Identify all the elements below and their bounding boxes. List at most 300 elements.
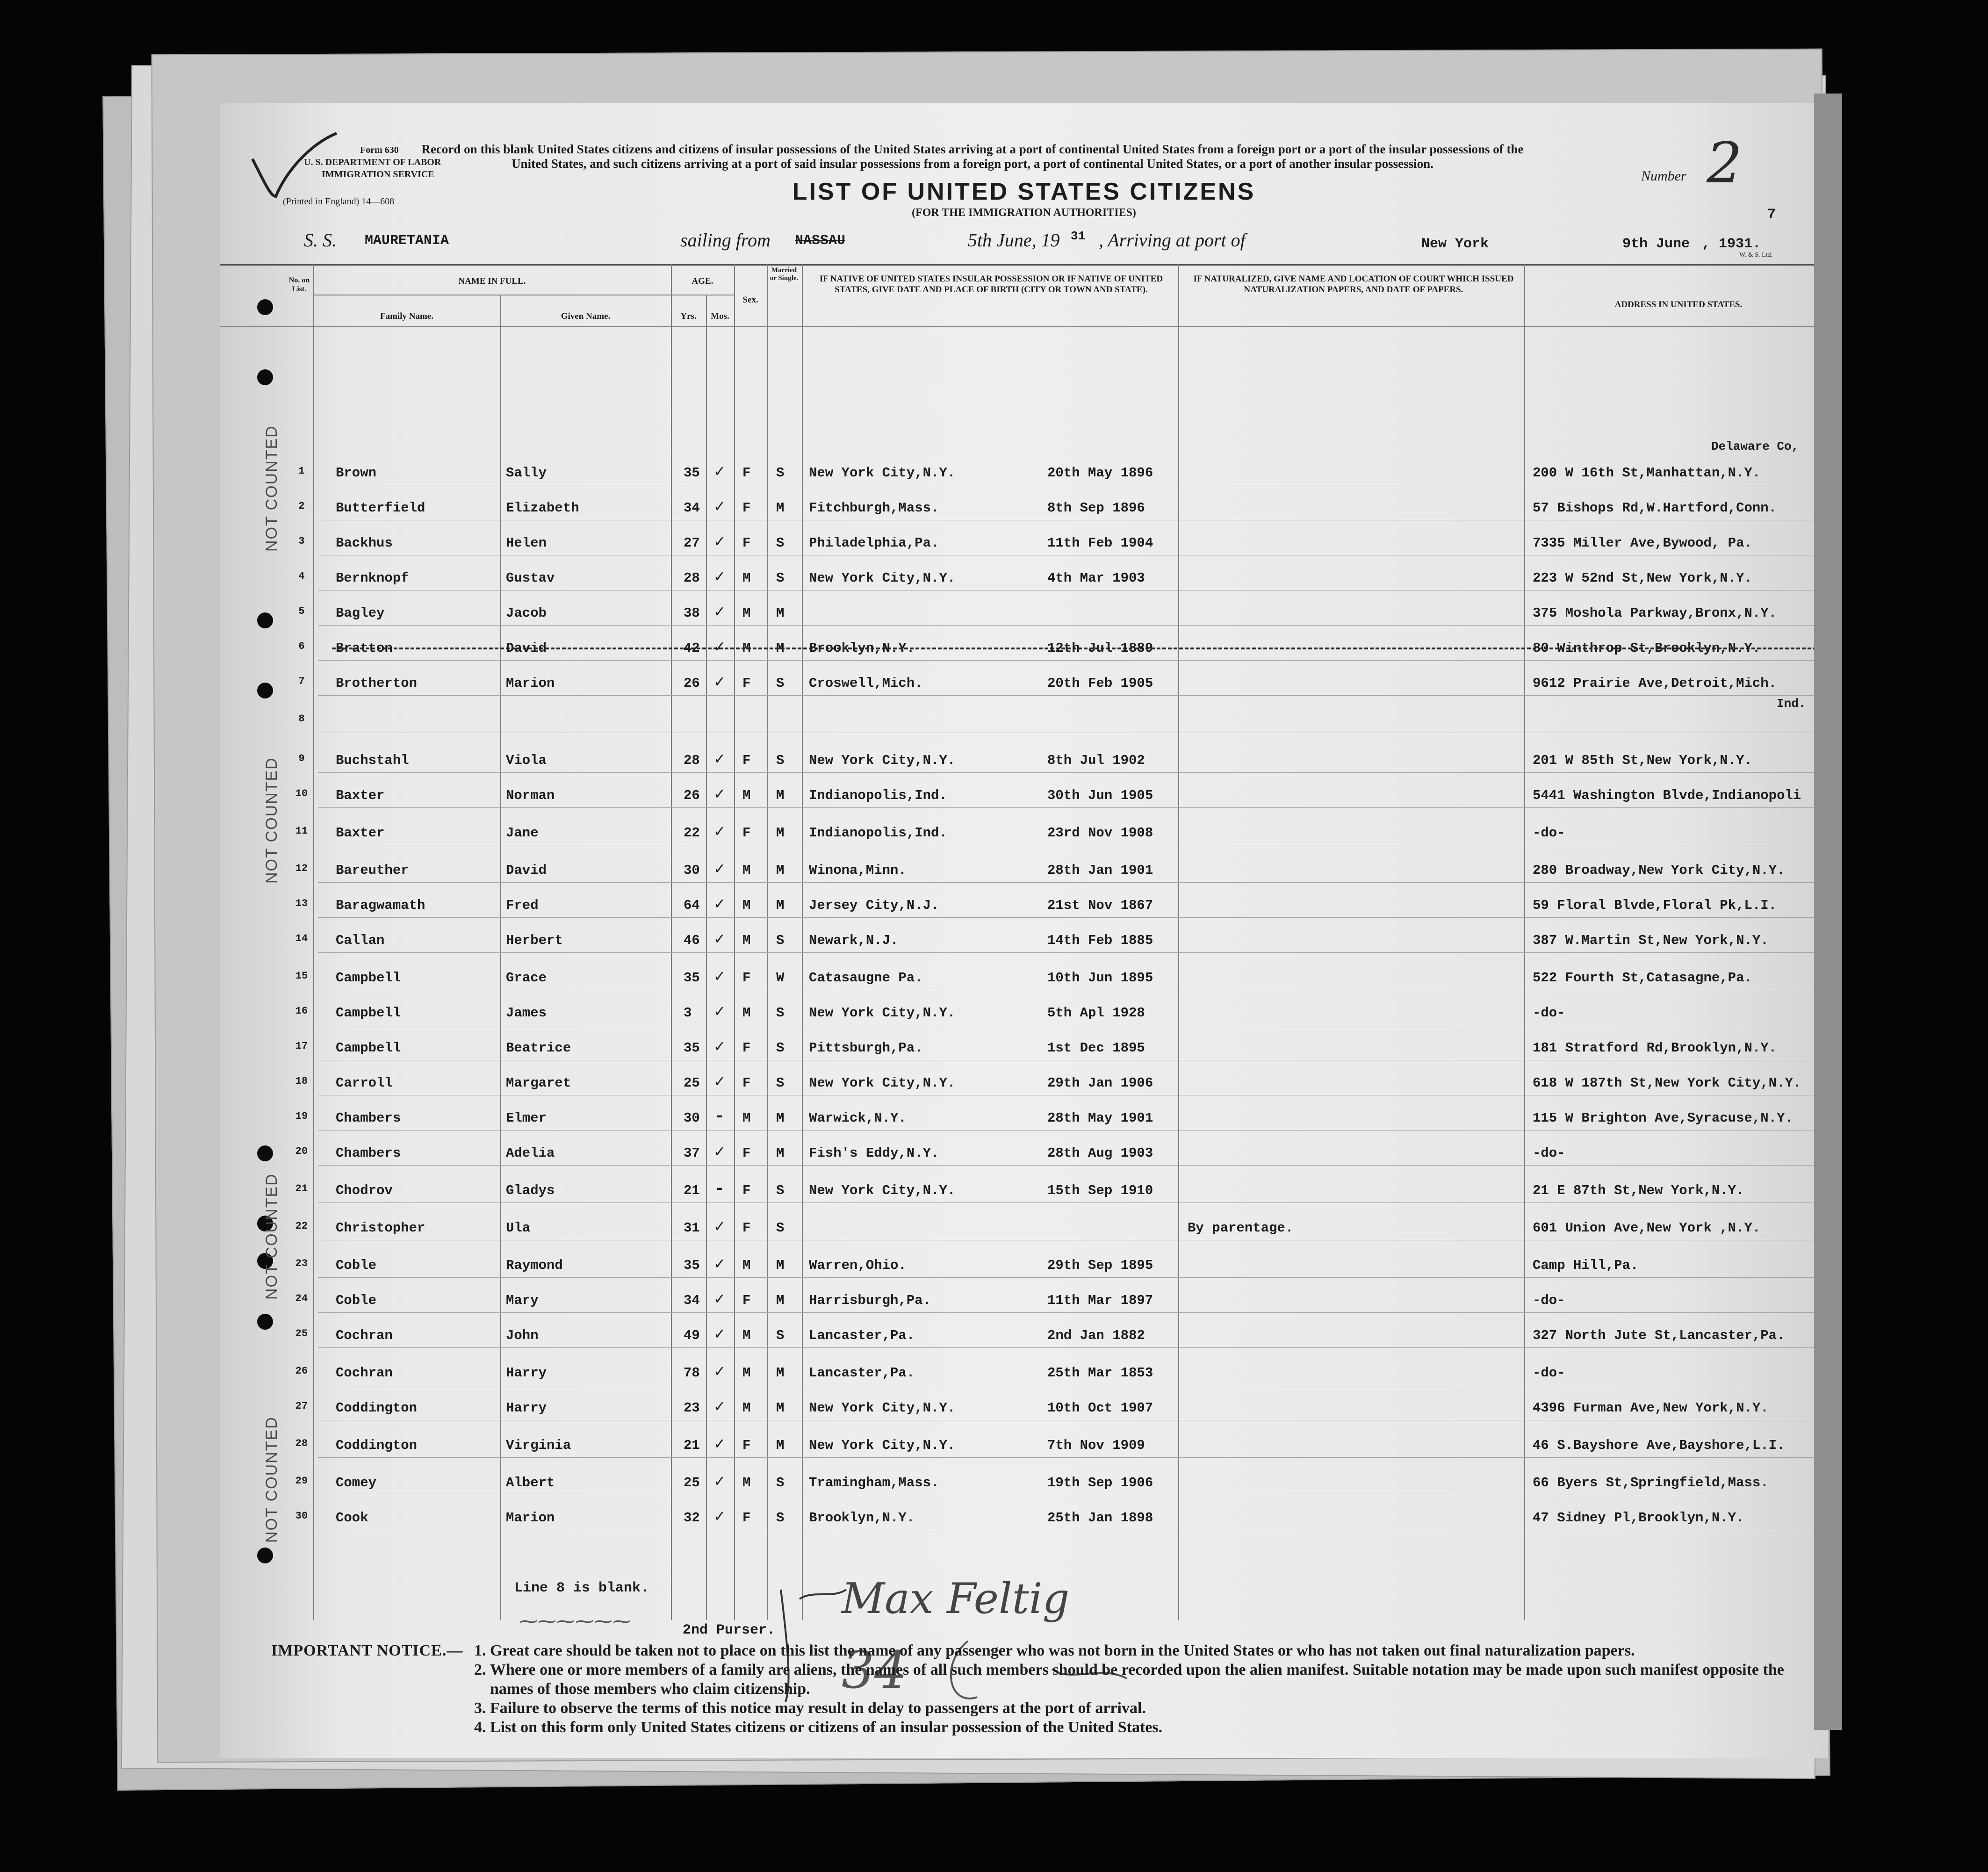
sailing-year: 31 (1071, 229, 1086, 243)
birth-place: Catasaugne Pa. (809, 970, 923, 986)
sex: M (742, 863, 751, 878)
family-name: Cochran (336, 1365, 393, 1381)
family-name: Brown (336, 465, 377, 481)
manifest-sheet (220, 103, 1828, 1758)
header-rule (220, 326, 1828, 327)
family-name: Backhus (336, 535, 393, 551)
age-years: 64 (684, 898, 700, 913)
us-address: -do- (1533, 1005, 1565, 1021)
punch-hole (257, 1548, 273, 1563)
family-name: Cook (336, 1510, 368, 1526)
birth-date: 28th Jan 1901 (1047, 863, 1153, 878)
marital-status: M (776, 863, 785, 878)
age-years: 42 (684, 641, 700, 656)
given-name: Marion (506, 1510, 555, 1526)
marital-status: M (776, 1438, 785, 1453)
marital-status: M (776, 1145, 785, 1161)
notice-item: 4. List on this form only United States citizens or citizens of an insular possession of the United States. (490, 1718, 1808, 1737)
birth-date: 10th Jun 1895 (1047, 970, 1153, 986)
table-row (220, 456, 1828, 489)
arrival-port: New York (1421, 236, 1489, 252)
given-name: Gustav (506, 570, 555, 586)
not-counted-stamp: NOT COUNTED (263, 425, 281, 552)
birth-date: 19th Sep 1906 (1047, 1475, 1153, 1490)
sailing-from-label: sailing from (680, 230, 771, 251)
family-name: Carroll (336, 1075, 393, 1091)
given-name: Mary (506, 1293, 539, 1308)
row-rule (318, 952, 1823, 953)
us-address: 46 S.Bayshore Ave,Bayshore,L.I. (1533, 1438, 1785, 1453)
marital-status: S (776, 1220, 785, 1236)
page-subtitle: (FOR THE IMMIGRATION AUTHORITIES) (912, 207, 1136, 219)
us-address: 327 North Jute St,Lancaster,Pa. (1533, 1328, 1785, 1343)
sex: F (742, 1040, 751, 1056)
given-name: Adelia (506, 1145, 555, 1161)
marital-status: S (776, 1510, 785, 1526)
age-years: 26 (684, 676, 700, 691)
row-rule (318, 1202, 1823, 1203)
header-no: No. on List. (288, 276, 310, 293)
age-years: 49 (684, 1328, 700, 1343)
marital-status: M (776, 1110, 785, 1126)
given-name: Jacob (506, 605, 547, 621)
age-years: 28 (684, 570, 700, 586)
punch-hole (257, 299, 273, 315)
given-name: Sally (506, 465, 547, 481)
birth-date: 11th Feb 1904 (1047, 535, 1153, 551)
sex: M (742, 605, 751, 621)
sex: F (742, 465, 751, 481)
purser-signature: ⁓⁓⁓⁓⁓⁓ (519, 1611, 631, 1632)
table-top-rule (220, 264, 1828, 266)
us-address: 375 Moshola Parkway,Bronx,N.Y. (1533, 605, 1777, 621)
birth-place: Lancaster,Pa. (809, 1365, 915, 1381)
row-number: 9 (298, 753, 305, 764)
birth-place: Fitchburgh,Mass. (809, 500, 939, 516)
row-number: 29 (295, 1475, 308, 1487)
underlying-page-edge (1814, 94, 1842, 1730)
given-name: John (506, 1328, 539, 1343)
age-months-mark: ✓ (714, 1073, 725, 1092)
birth-date: 10th Oct 1907 (1047, 1400, 1153, 1416)
header-years: Yrs. (680, 311, 697, 321)
table-row (220, 1136, 1828, 1169)
given-name: James (506, 1005, 547, 1021)
line-8-dashed-rule (332, 648, 1828, 649)
age-months-mark: ✓ (714, 1217, 725, 1237)
birth-place: Brooklyn,N.Y. (809, 1510, 915, 1526)
age-years: 30 (684, 1110, 700, 1126)
row-number: 30 (295, 1510, 308, 1522)
age-years: 25 (684, 1075, 700, 1091)
notice-item: 2. Where one or more members of a family are aliens, the names of all such members should be recorded upon the alien manifest. Suitable notation may be made upon such manifest opposite the names of those members who claim citizenship. (490, 1660, 1808, 1699)
not-counted-stamp: NOT COUNTED (263, 757, 281, 884)
table-row (220, 526, 1828, 559)
family-name: Coble (336, 1258, 377, 1273)
marital-status: W (776, 970, 785, 986)
birth-place: Philadelphia,Pa. (809, 535, 939, 551)
row-number: 23 (295, 1258, 308, 1269)
us-address: 387 W.Martin St,New York,N.Y. (1533, 933, 1769, 948)
birth-place: Indianopolis,Ind. (809, 788, 947, 803)
sex: M (742, 788, 751, 803)
sex: F (742, 1438, 751, 1453)
family-name: Coble (336, 1293, 377, 1308)
age-months-mark: ✓ (714, 930, 725, 949)
row-number: 2 (298, 500, 305, 512)
birth-date: 29th Jan 1906 (1047, 1075, 1153, 1091)
birth-date: 14th Feb 1885 (1047, 933, 1153, 948)
birth-place: Harrisburgh,Pa. (809, 1293, 931, 1308)
sex: M (742, 1328, 751, 1343)
row-number: 13 (295, 898, 308, 909)
birth-place: New York City,N.Y. (809, 753, 956, 768)
form-number: Form 630 (360, 145, 399, 155)
table-row (220, 1101, 1828, 1134)
given-name: Herbert (506, 933, 563, 948)
sex: F (742, 535, 751, 551)
table-row (220, 666, 1828, 699)
sex: M (742, 898, 751, 913)
ss-label: S. S. (304, 230, 337, 251)
row-number: 5 (298, 605, 305, 617)
age-years: 34 (684, 500, 700, 516)
row-rule (318, 917, 1823, 918)
family-name: Callan (336, 933, 385, 948)
family-name: Chodrov (336, 1183, 393, 1198)
family-name: Chambers (336, 1145, 401, 1161)
us-address: 59 Floral Blvde,Floral Pk,L.I. (1533, 898, 1777, 913)
given-name: Gladys (506, 1183, 555, 1198)
age-months-mark: ✓ (714, 568, 725, 587)
birth-date: 8th Sep 1896 (1047, 500, 1145, 516)
corner-mark: 7 (1767, 207, 1776, 223)
row-rule (318, 1277, 1823, 1278)
given-name: Virginia (506, 1438, 571, 1453)
sex: F (742, 970, 751, 986)
given-name: Ula (506, 1220, 531, 1236)
birth-date: 12th Jul 1889 (1047, 641, 1153, 656)
age-months-mark: ✓ (714, 1255, 725, 1274)
birth-place: New York City,N.Y. (809, 1400, 956, 1416)
birth-place: New York City,N.Y. (809, 1438, 956, 1453)
birth-place: Winona,Minn. (809, 863, 907, 878)
row-rule (318, 1312, 1823, 1313)
family-name: Comey (336, 1475, 377, 1490)
given-name: Raymond (506, 1258, 563, 1273)
birth-date: 1st Dec 1895 (1047, 1040, 1145, 1056)
table-row (220, 853, 1828, 886)
row-number: 1 (298, 465, 305, 477)
given-name: Norman (506, 788, 555, 803)
table-row (220, 961, 1828, 994)
family-name: Coddington (336, 1400, 418, 1416)
table-row (220, 1174, 1828, 1206)
given-name: Margaret (506, 1075, 571, 1091)
marital-status: S (776, 933, 785, 948)
given-name: David (506, 863, 547, 878)
marital-status: M (776, 825, 785, 841)
birth-date: 5th Apl 1928 (1047, 1005, 1145, 1021)
birth-place: Warren,Ohio. (809, 1258, 907, 1273)
address-3-county: Delaware Co, (1711, 439, 1799, 454)
marital-status: M (776, 1365, 785, 1381)
row-number: 20 (295, 1145, 308, 1157)
marital-status: S (776, 570, 785, 586)
age-months-mark: ✓ (714, 1290, 725, 1309)
sex: F (742, 1183, 751, 1198)
marital-status: S (776, 1328, 785, 1343)
age-years: 35 (684, 1258, 700, 1273)
family-name: Bareuther (336, 863, 409, 878)
table-row (220, 1318, 1828, 1351)
marital-status: M (776, 1258, 785, 1273)
family-name: Chambers (336, 1110, 401, 1126)
birth-place: Warwick,N.Y. (809, 1110, 907, 1126)
sex: M (742, 1475, 751, 1490)
age-years: 35 (684, 465, 700, 481)
number-label: Number (1641, 168, 1686, 184)
age-years: 38 (684, 605, 700, 621)
birth-place: Croswell,Mich. (809, 676, 923, 691)
header-married-single: Married or Single. (770, 266, 799, 282)
table-row (220, 816, 1828, 849)
row-rule (318, 625, 1823, 626)
marital-status: S (776, 1183, 785, 1198)
family-name: Bernknopf (336, 570, 409, 586)
row-rule (318, 695, 1823, 696)
not-counted-stamp: NOT COUNTED (263, 1173, 281, 1300)
us-address: -do- (1533, 1145, 1565, 1161)
age-years: 22 (684, 825, 700, 841)
age-months-mark: ✓ (714, 673, 725, 692)
sailing-date: 5th June, 19 (968, 230, 1060, 251)
table-row (220, 1501, 1828, 1534)
birth-place: Fish's Eddy,N.Y. (809, 1145, 939, 1161)
family-name: Baragwamath (336, 898, 425, 913)
age-months-mark: ✓ (714, 497, 725, 517)
row-number: 27 (295, 1400, 308, 1412)
table-row (220, 923, 1828, 956)
us-address: 7335 Miller Ave,Bywood, Pa. (1533, 535, 1752, 551)
family-name: Cochran (336, 1328, 393, 1343)
punch-hole (257, 369, 273, 385)
birth-date: 23rd Nov 1908 (1047, 825, 1153, 841)
printed-note: (Printed in England) 14—608 (283, 196, 395, 207)
birth-date: 20th Feb 1905 (1047, 676, 1153, 691)
header-months: Mos. (711, 311, 729, 321)
sex: F (742, 676, 751, 691)
age-years: 30 (684, 863, 700, 878)
sex: F (742, 1220, 751, 1236)
age-months-mark: ✓ (714, 638, 725, 657)
birth-date: 2nd Jan 1882 (1047, 1328, 1145, 1343)
purser-label: 2nd Purser. (683, 1622, 776, 1638)
us-address: 115 W Brighton Ave,Syracuse,N.Y. (1533, 1110, 1793, 1126)
family-name: Campbell (336, 1005, 401, 1021)
birth-date: 28th Aug 1903 (1047, 1145, 1153, 1161)
birth-place: New York City,N.Y. (809, 570, 956, 586)
birth-date: 25th Jan 1898 (1047, 1510, 1153, 1526)
family-name: Baxter (336, 825, 385, 841)
header-naturalized: IF NATURALIZED, GIVE NAME AND LOCATION OF COURT WHICH ISSUED NATURALIZATION PAPERS, AND DATE OF PAPERS. (1193, 274, 1514, 295)
table-row (220, 561, 1828, 594)
sex: F (742, 500, 751, 516)
sex: F (742, 1293, 751, 1308)
sex: M (742, 570, 751, 586)
birth-date: 30th Jun 1905 (1047, 788, 1153, 803)
table-row (220, 1248, 1828, 1281)
birth-place: Tramingham,Mass. (809, 1475, 939, 1490)
sex: F (742, 753, 751, 768)
given-name: David (506, 641, 547, 656)
row-number: 8 (298, 713, 305, 725)
row-number: 17 (295, 1040, 308, 1052)
row-number: 19 (295, 1110, 308, 1122)
page-title: LIST OF UNITED STATES CITIZENS (792, 178, 1256, 205)
us-address: 223 W 52nd St,New York,N.Y. (1533, 570, 1752, 586)
given-name: Jane (506, 825, 539, 841)
age-years: 35 (684, 970, 700, 986)
marital-status: S (776, 753, 785, 768)
birth-place: New York City,N.Y. (809, 1183, 956, 1198)
age-months-mark: ✓ (714, 750, 725, 769)
row-number: 24 (295, 1293, 308, 1304)
birth-date: 8th Jul 1902 (1047, 753, 1145, 768)
age-years: 21 (684, 1438, 700, 1453)
given-name: Elmer (506, 1110, 547, 1126)
row-number: 4 (298, 570, 305, 582)
birth-date: 25th Mar 1853 (1047, 1365, 1153, 1381)
arriving-label: , Arriving at port of (1099, 230, 1246, 251)
sex: F (742, 825, 751, 841)
birth-place: Newark,N.J. (809, 933, 899, 948)
given-name: Elizabeth (506, 500, 579, 516)
row-number: 10 (295, 788, 308, 799)
address-10-state: Ind. (1777, 697, 1806, 711)
age-months-mark: ✓ (714, 967, 725, 986)
header-age: AGE. (691, 276, 713, 286)
table-row (220, 1356, 1828, 1389)
age-years: 78 (684, 1365, 700, 1381)
service-name: IMMIGRATION SERVICE (322, 169, 434, 180)
age-months-mark: ✓ (714, 860, 725, 879)
sex: F (742, 1145, 751, 1161)
age-months-mark: ✓ (714, 1435, 725, 1454)
table-row (220, 596, 1828, 629)
not-counted-stamp: NOT COUNTED (263, 1416, 281, 1543)
birth-date: 11th Mar 1897 (1047, 1293, 1153, 1308)
table-row (220, 1391, 1828, 1424)
marital-status: M (776, 500, 785, 516)
row-number: 15 (295, 970, 308, 982)
row-rule (318, 772, 1823, 773)
given-name: Harry (506, 1400, 547, 1416)
marital-status: S (776, 1475, 785, 1490)
family-name: Christopher (336, 1220, 425, 1236)
age-years: 27 (684, 535, 700, 551)
sex: M (742, 1400, 751, 1416)
us-address: 21 E 87th St,New York,N.Y. (1533, 1183, 1744, 1198)
arrival-date: 9th June (1622, 236, 1690, 252)
us-address: 200 W 16th St,Manhattan,N.Y. (1533, 465, 1761, 481)
row-number: 28 (295, 1438, 308, 1449)
age-months-mark: ✓ (714, 1362, 725, 1382)
signature-text: Max Feltig (842, 1574, 1070, 1623)
birth-place: Jersey City,N.J. (809, 898, 939, 913)
line-8-note: Line 8 is blank. (514, 1580, 649, 1596)
header-given-name: Given Name. (561, 311, 611, 321)
us-address: 4396 Furman Ave,New York,N.Y. (1533, 1400, 1769, 1416)
table-row (220, 1031, 1828, 1064)
age-months-mark: ✓ (714, 1143, 725, 1162)
row-rule (318, 1457, 1823, 1458)
birth-place: Indianopolis,Ind. (809, 825, 947, 841)
us-address: Camp Hill,Pa. (1533, 1258, 1639, 1273)
naturalization: By parentage. (1188, 1220, 1294, 1236)
us-address: 47 Sidney Pl,Brooklyn,N.Y. (1533, 1510, 1744, 1526)
row-number: 6 (298, 641, 305, 652)
sailing-from-port: NASSAU (795, 233, 846, 249)
birth-place: Pittsburgh,Pa. (809, 1040, 923, 1056)
us-address: 601 Union Ave,New York ,N.Y. (1533, 1220, 1761, 1236)
marital-status: M (776, 788, 785, 803)
age-months-mark: ✓ (714, 1507, 725, 1526)
family-name: Baxter (336, 788, 385, 803)
header-family-name: Family Name. (380, 311, 433, 321)
row-number: 16 (295, 1005, 308, 1017)
age-months-mark: ✓ (714, 603, 725, 622)
given-name: Albert (506, 1475, 555, 1490)
given-name: Helen (506, 535, 547, 551)
marital-status: M (776, 1293, 785, 1308)
age-months-mark: ✓ (714, 533, 725, 552)
department-name: U. S. DEPARTMENT OF LABOR (304, 157, 441, 167)
table-row (220, 1466, 1828, 1498)
table-row (220, 1283, 1828, 1316)
us-address: 66 Byers St,Springfield,Mass. (1533, 1475, 1769, 1490)
age-years: 28 (684, 753, 700, 768)
printer-mark: W. & S. Ltd. (1739, 252, 1773, 259)
marital-status: M (776, 898, 785, 913)
us-address: 280 Broadway,New York City,N.Y. (1533, 863, 1785, 878)
given-name: Beatrice (506, 1040, 571, 1056)
age-years: 25 (684, 1475, 700, 1490)
marital-status: S (776, 676, 785, 691)
age-months-mark: - (714, 1179, 725, 1198)
birth-date: 7th Nov 1909 (1047, 1438, 1145, 1453)
sex: M (742, 1005, 751, 1021)
header-sex: Sex. (742, 295, 758, 305)
birth-date: 4th Mar 1903 (1047, 570, 1145, 586)
row-number: 7 (298, 676, 305, 687)
row-number: 18 (295, 1075, 308, 1087)
header-address: ADDRESS IN UNITED STATES. (1614, 300, 1743, 310)
notice-item: 3. Failure to observe the terms of this notice may result in delay to passengers at the port of arrival. (490, 1699, 1808, 1718)
marital-status: M (776, 1400, 785, 1416)
table-row (220, 704, 1828, 736)
family-name: Buchstahl (336, 753, 409, 768)
us-address: 181 Stratford Rd,Brooklyn,N.Y. (1533, 1040, 1777, 1056)
birth-place: New York City,N.Y. (809, 465, 956, 481)
sex: M (742, 641, 751, 656)
given-name: Grace (506, 970, 547, 986)
age-years: 23 (684, 1400, 700, 1416)
age-years: 34 (684, 1293, 700, 1308)
row-number: 25 (295, 1328, 308, 1339)
family-name: Campbell (336, 970, 401, 986)
marital-status: S (776, 1005, 785, 1021)
